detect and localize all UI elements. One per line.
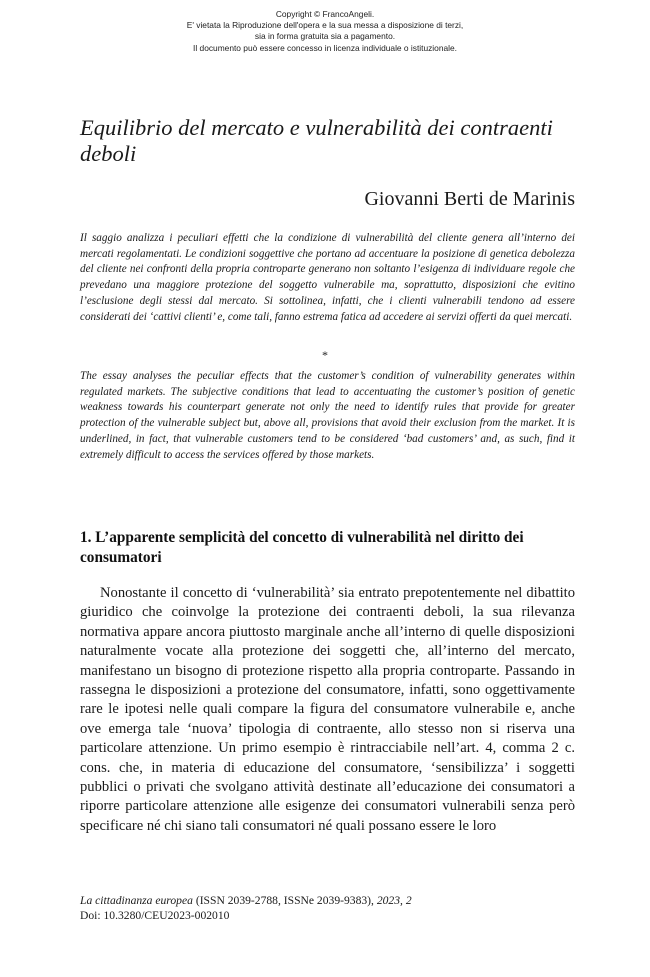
citation-line <box>80 893 575 908</box>
journal-name: La cittadinanza europea <box>80 894 193 907</box>
copyright-line: Il documento può essere concesso in licenza individuale o istituzionale. <box>193 42 457 53</box>
abstract-english: The essay analyses the peculiar effects that the customer’s condition of vulnerability generates within regulated markets. The subjective conditions that lead to accentuating the customer’s position of genetic weakness towards his counterpart generate not only the need to identify rules that provide for greater protection of the vulnerable subject but, above all, provisions that avoid their exclusion from the market. It is underlined, in fact, that vulnerable customers tend to be considered ‘bad customers’ and, as such, find it extremely difficult to access the services offered by those markets. <box>80 370 575 461</box>
section-heading: 1. L’apparente semplicità del concetto di vulnerabilità nel diritto dei consumatori <box>80 529 524 566</box>
article-author: Giovanni Berti de Marinis <box>364 188 575 210</box>
page-footer <box>80 893 575 923</box>
body-paragraph: Nonostante il concetto di ‘vulnerabilità’ sia entrato prepotentemente nel dibattito giuridico che coinvolge la protezione dei contraenti deboli, la sua rilevanza normativa appare ancora piuttosto marginale anche all’interno di quelle disposizioni naturalmente vocate alla protezione dei soggetti che, all’interno del mercato, manifestano un bisogno di protezione rispetto alla propria controparte. Passando in rassegna le disposizioni a protezione del consumatore, infatti, sono oggettivamente rare le ipotesi nelle quali compare la figura del consumatore vulnerabile e, anche ove emerga tale ‘nuova’ tipologia di contraente, allo stesso non si riserva una particolare attenzione. Un primo esempio è rintracciabile nell’art. 4, comma 2 c. cons. che, in materia di educazione del consumatore, ‘sensibilizza’ i soggetti pubblici o privati che svolgano attività destinate all’educazione dei consumatori a riporre particolare attenzione alle esigenze dei consumatori vulnerabili senza però specificare né chi siano tali consumatori né quali possano essere le loro <box>80 585 575 834</box>
abstract-separator: * <box>322 348 328 362</box>
journal-year-issue: 2023, 2 <box>376 894 412 907</box>
article-title: Equilibrio del mercato e vulnerabilità dei contraenti deboli <box>80 115 553 166</box>
doi: Doi: 10.3280/CEU2023-002010 <box>80 909 230 922</box>
copyright-notice <box>0 9 650 54</box>
journal-issn: (ISSN 2039-2788, ISSNe 2039-9383), <box>192 894 377 907</box>
copyright-line: E' vietata la Riproduzione dell'opera e la sua messa a disposizione di terzi, <box>186 20 464 31</box>
copyright-line: sia in forma gratuita sia a pagamento. <box>254 31 396 42</box>
abstract-italian: Il saggio analizza i peculiari effetti che la condizione di vulnerabilità del cliente genera all’interno dei mercati regolamentati. Le condizioni soggettive che portano ad accentuare la posizione di genetica debolezza del cliente nei confronti della propria controparte generano non soltanto l’esigenza di individuare regole che prevedano una maggiore protezione del soggetto vulnerabile ma, soprattutto, disposizioni che evitino l’esclusione degli stessi dal mercato. Si sottolinea, infatti, che i clienti vulnerabili tendono ad essere considerati dei ‘cattivi clienti’ e, come tali, fanno estrema fatica ad accedere ai servizi offerti da quei mercati. <box>80 232 575 323</box>
copyright-line: Copyright © FrancoAngeli. <box>275 9 375 19</box>
